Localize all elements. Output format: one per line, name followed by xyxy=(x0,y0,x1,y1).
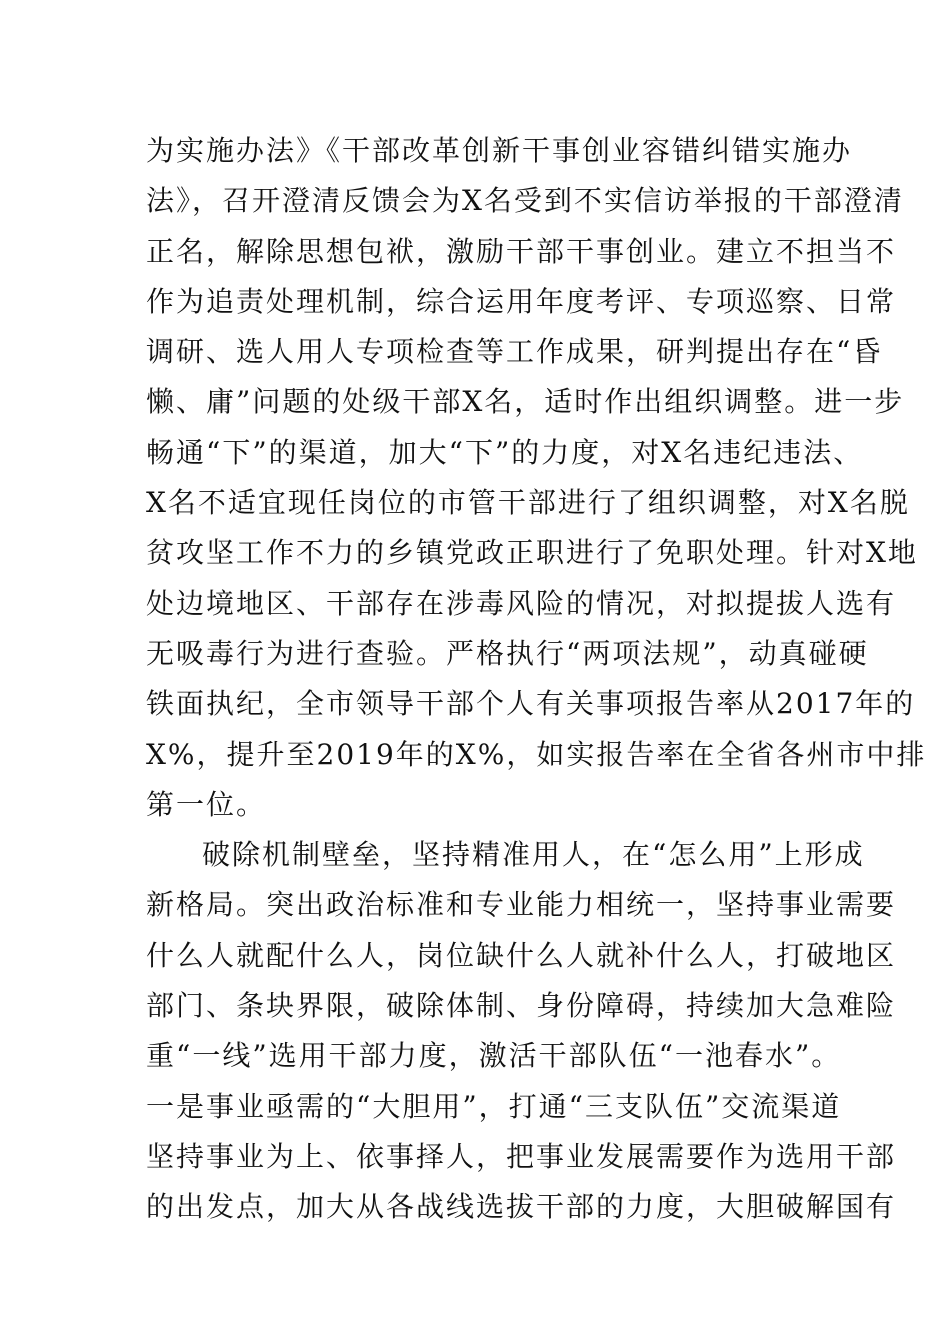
text-line: 作为追责处理机制，综合运用年度考评、专项巡察、日常 xyxy=(146,284,897,318)
text-line: 调研、选人用人专项检查等工作成果，研判提出存在“昏 xyxy=(146,335,883,369)
text-line: 坚持事业为上、依事择人，把事业发展需要作为选用干部 xyxy=(146,1139,897,1173)
text-line: 的出发点，加大从各战线选拔干部的力度，大胆破解国有 xyxy=(146,1190,897,1224)
text-line: 一是事业亟需的“大胆用”，打通“三支队伍”交流渠道 xyxy=(146,1089,842,1123)
text-line: 什么人就配什么人，岗位缺什么人就补什么人，打破地区 xyxy=(146,938,897,972)
text-line: 部门、条块界限，破除体制、身份障碍，持续加大急难险 xyxy=(146,989,897,1023)
text-line: 重“一线”选用干部力度，激活干部队伍“一池春水”。 xyxy=(146,1039,842,1073)
paragraph-start-line: 破除机制壁垒，坚持精准用人，在“怎么用”上形成 xyxy=(202,838,865,872)
text-line: 处边境地区、干部存在涉毒风险的情况，对拟提拔人选有 xyxy=(146,586,897,620)
text-line: 贫攻坚工作不力的乡镇党政正职进行了免职处理。针对X地 xyxy=(146,536,918,570)
text-line: 铁面执纪，全市领导干部个人有关事项报告率从2017年的 xyxy=(146,687,916,721)
text-line: X%，提升至2019年的X%，如实报告率在全省各州市中排 xyxy=(146,737,927,771)
text-line: 无吸毒行为进行查验。严格执行“两项法规”，动真碰硬 xyxy=(146,636,869,670)
text-line: 新格局。突出政治标准和专业能力相统一，坚持事业需要 xyxy=(146,888,897,922)
text-line: 畅通“下”的渠道，加大“下”的力度，对X名违纪违法、 xyxy=(146,435,864,469)
text-line: 为实施办法》《干部改革创新干事创业容错纠错实施办 xyxy=(146,134,853,167)
body-text xyxy=(146,126,927,1233)
text-line: X名不适宜现任岗位的市管干部进行了组织调整，对X名脱 xyxy=(146,486,910,520)
text-line: 第一位。 xyxy=(146,787,267,821)
text-line: 懒、庸”问题的处级干部X名，适时作出组织调整。进一步 xyxy=(146,385,905,419)
text-line: 法》，召开澄清反馈会为X名受到不实信访举报的干部澄清 xyxy=(146,184,904,218)
text-line: 正名，解除思想包袱，激励干部干事创业。建立不担当不 xyxy=(146,234,897,268)
